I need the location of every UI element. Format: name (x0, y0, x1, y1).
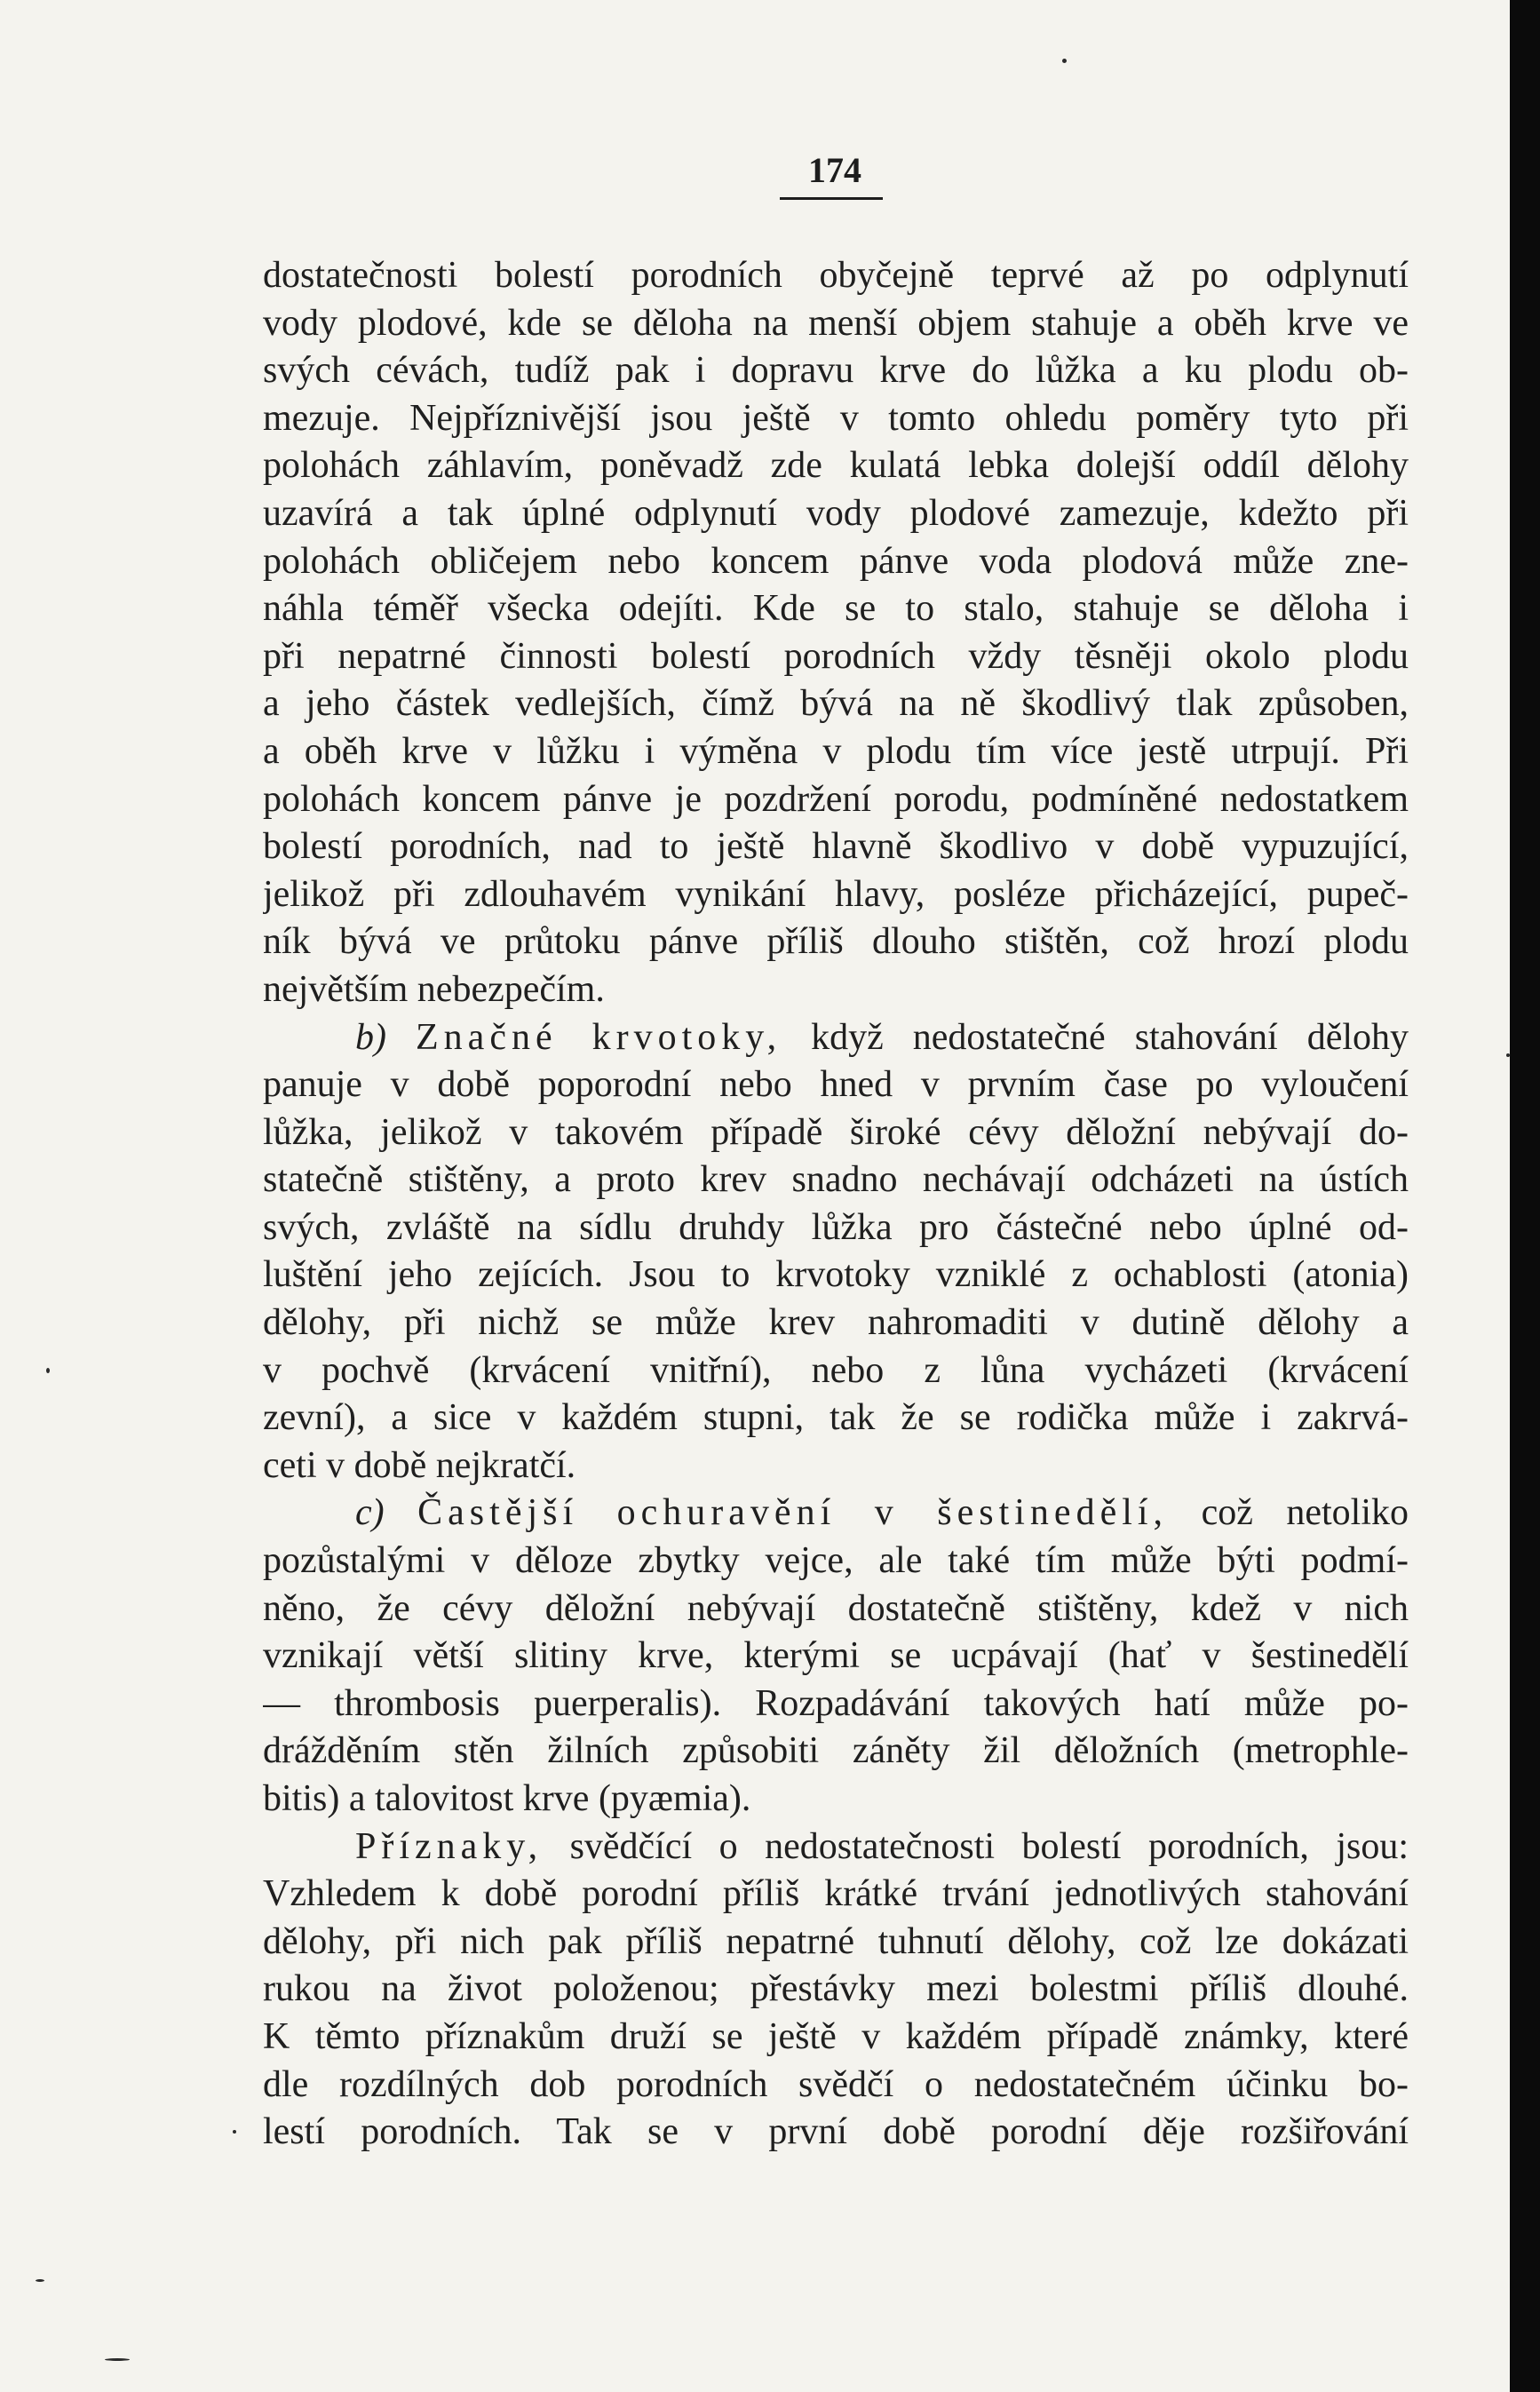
text-run: svědčící o nedostatečnosti bolestí porodních, jsou: (569, 1825, 1409, 1867)
text-line: největším nebezpečím. (263, 968, 605, 1010)
text-line: v pochvě (krvácení vnitřní), nebo z lůna vycházeti (krvácení (263, 1349, 1409, 1391)
page-number: 174 (808, 150, 861, 190)
scan-speck (46, 1368, 50, 1373)
paragraph-symptoms (263, 1824, 1409, 2157)
text-line: K těmto příznakům druží se ještě v každém případě známky, které (263, 2015, 1409, 2057)
text-line: ceti v době nejkratčí. (263, 1444, 576, 1486)
text-line: a jeho částek vedlejších, čímž bývá na ně škodlivý tlak způsoben, (263, 683, 1409, 725)
text-line: vody plodové, kde se děloha na menší objem stahuje a oběh krve ve (263, 302, 1409, 344)
text-line: polohách záhlavím, poněvadž zde kulatá lebka dolejší oddíl dělohy (263, 445, 1409, 487)
text-line: dělohy, při nichž se může krev nahromaditi v dutině dělohy a (263, 1302, 1409, 1344)
paragraph-c (263, 1490, 1409, 1823)
text-line: svých, zvláště na sídlu druhdy lůžka pro částečné nebo úplné od- (263, 1206, 1409, 1248)
text-line: Vzhledem k době porodní příliš krátké trvání jednotlivých stahování (263, 1873, 1409, 1915)
text-line-first (263, 1014, 1409, 1062)
text-line-first (263, 1490, 1409, 1538)
text-line: luštění jeho zejících. Jsou to krvotoky vzniklé z ochablosti (atonia) (263, 1254, 1409, 1296)
text-line: něno, že cévy děložní nebývají dostatečně stištěny, kdež v nich (263, 1587, 1409, 1629)
text-line: polohách koncem pánve je pozdržení porodu, podmíněné nedostatkem (263, 778, 1409, 820)
section-heading: Častější ochuravění v šestinedělí, (417, 1492, 1169, 1534)
text-line: bitis) a talovitost krve (pyæmia). (263, 1778, 751, 1819)
text-line: rukou na život položenou; přestávky mezi bolestmi příliš dlouhé. (263, 1968, 1409, 2010)
section-heading: Značné krvotoky, (416, 1016, 782, 1058)
text-line: lestí porodních. Tak se v první době porodní děje rozšiřování (263, 2111, 1409, 2153)
text-line: při nepatrné činnosti bolestí porodních vždy těsněji okolo plodu (263, 635, 1409, 677)
scan-speck (233, 2130, 236, 2134)
text-line: polohách obličejem nebo koncem pánve voda plodová může zne- (263, 540, 1409, 582)
text-line: uzavírá a tak úplné odplynutí vody plodové zamezuje, kdežto při (263, 492, 1409, 534)
text-line: vznikají větší slitiny krve, kterými se ucpávají (hať v šestinedělí (263, 1635, 1409, 1677)
text-line: panuje v době poporodní nebo hned v prvním čase po vyloučení (263, 1064, 1409, 1106)
text-line: jelikož při zdlouhavém vynikání hlavy, posléze přicházející, pupeč- (263, 873, 1409, 915)
item-marker: b) (355, 1016, 386, 1058)
scan-speck (105, 2358, 130, 2361)
item-marker: c) (355, 1492, 385, 1534)
text-line: svých cévách, tudíž pak i dopravu krve do lůžka a ku plodu ob- (263, 350, 1409, 392)
paragraph-1 (263, 252, 1409, 1014)
paragraph-b (263, 1014, 1409, 1490)
text-line: dostatečnosti bolestí porodních obyčejně teprvé až po odplynutí (263, 255, 1409, 296)
text-line: zevní), a sice v každém stupni, tak že se rodička může i zakrvá- (263, 1397, 1409, 1439)
text-line: bolestí porodních, nad to ještě hlavně škodlivo v době vypuzující, (263, 826, 1409, 868)
text-line: drážděním stěn žilních způsobiti záněty žil děložních (metrophle- (263, 1730, 1409, 1772)
text-line: pozůstalými v děloze zbytky vejce, ale také tím může býti podmí- (263, 1540, 1409, 1582)
scan-speck (36, 2279, 44, 2282)
text-line: ník bývá ve průtoku pánve příliš dlouho stištěn, což hrozí plodu (263, 921, 1409, 963)
text-run: což netoliko (1201, 1492, 1409, 1534)
body-text (263, 252, 1409, 2157)
text-run: když nedostatečné stahování dělohy (811, 1016, 1409, 1058)
text-line: mezuje. Nejpříznivější jsou ještě v tomto ohledu poměry tyto při (263, 397, 1409, 439)
text-line: dle rozdílných dob porodních svědčí o nedostatečném účinku bo- (263, 2063, 1409, 2105)
text-line: náhla téměř všecka odejíti. Kde se to stalo, stahuje se děloha i (263, 588, 1409, 630)
text-line: dělohy, při nich pak příliš nepatrné tuhnutí dělohy, což lze dokázati (263, 1920, 1409, 1962)
text-line-first (263, 1824, 1409, 1871)
text-line: lůžka, jelikož v takovém případě široké cévy děložní nebývají do- (263, 1111, 1409, 1153)
scan-dark-edge (1510, 0, 1540, 2392)
scan-speck (1062, 59, 1067, 63)
section-heading: Příznaky, (355, 1825, 544, 1867)
text-line: a oběh krve v lůžku i výměna v plodu tím více jestě utrpují. Při (263, 730, 1409, 772)
text-line: statečně stištěny, a proto krev snadno nechávají odcházeti na ústích (263, 1159, 1409, 1201)
page-number-underline (780, 197, 883, 200)
text-line: — thrombosis puerperalis). Rozpadávání takových hatí může po- (263, 1682, 1409, 1724)
